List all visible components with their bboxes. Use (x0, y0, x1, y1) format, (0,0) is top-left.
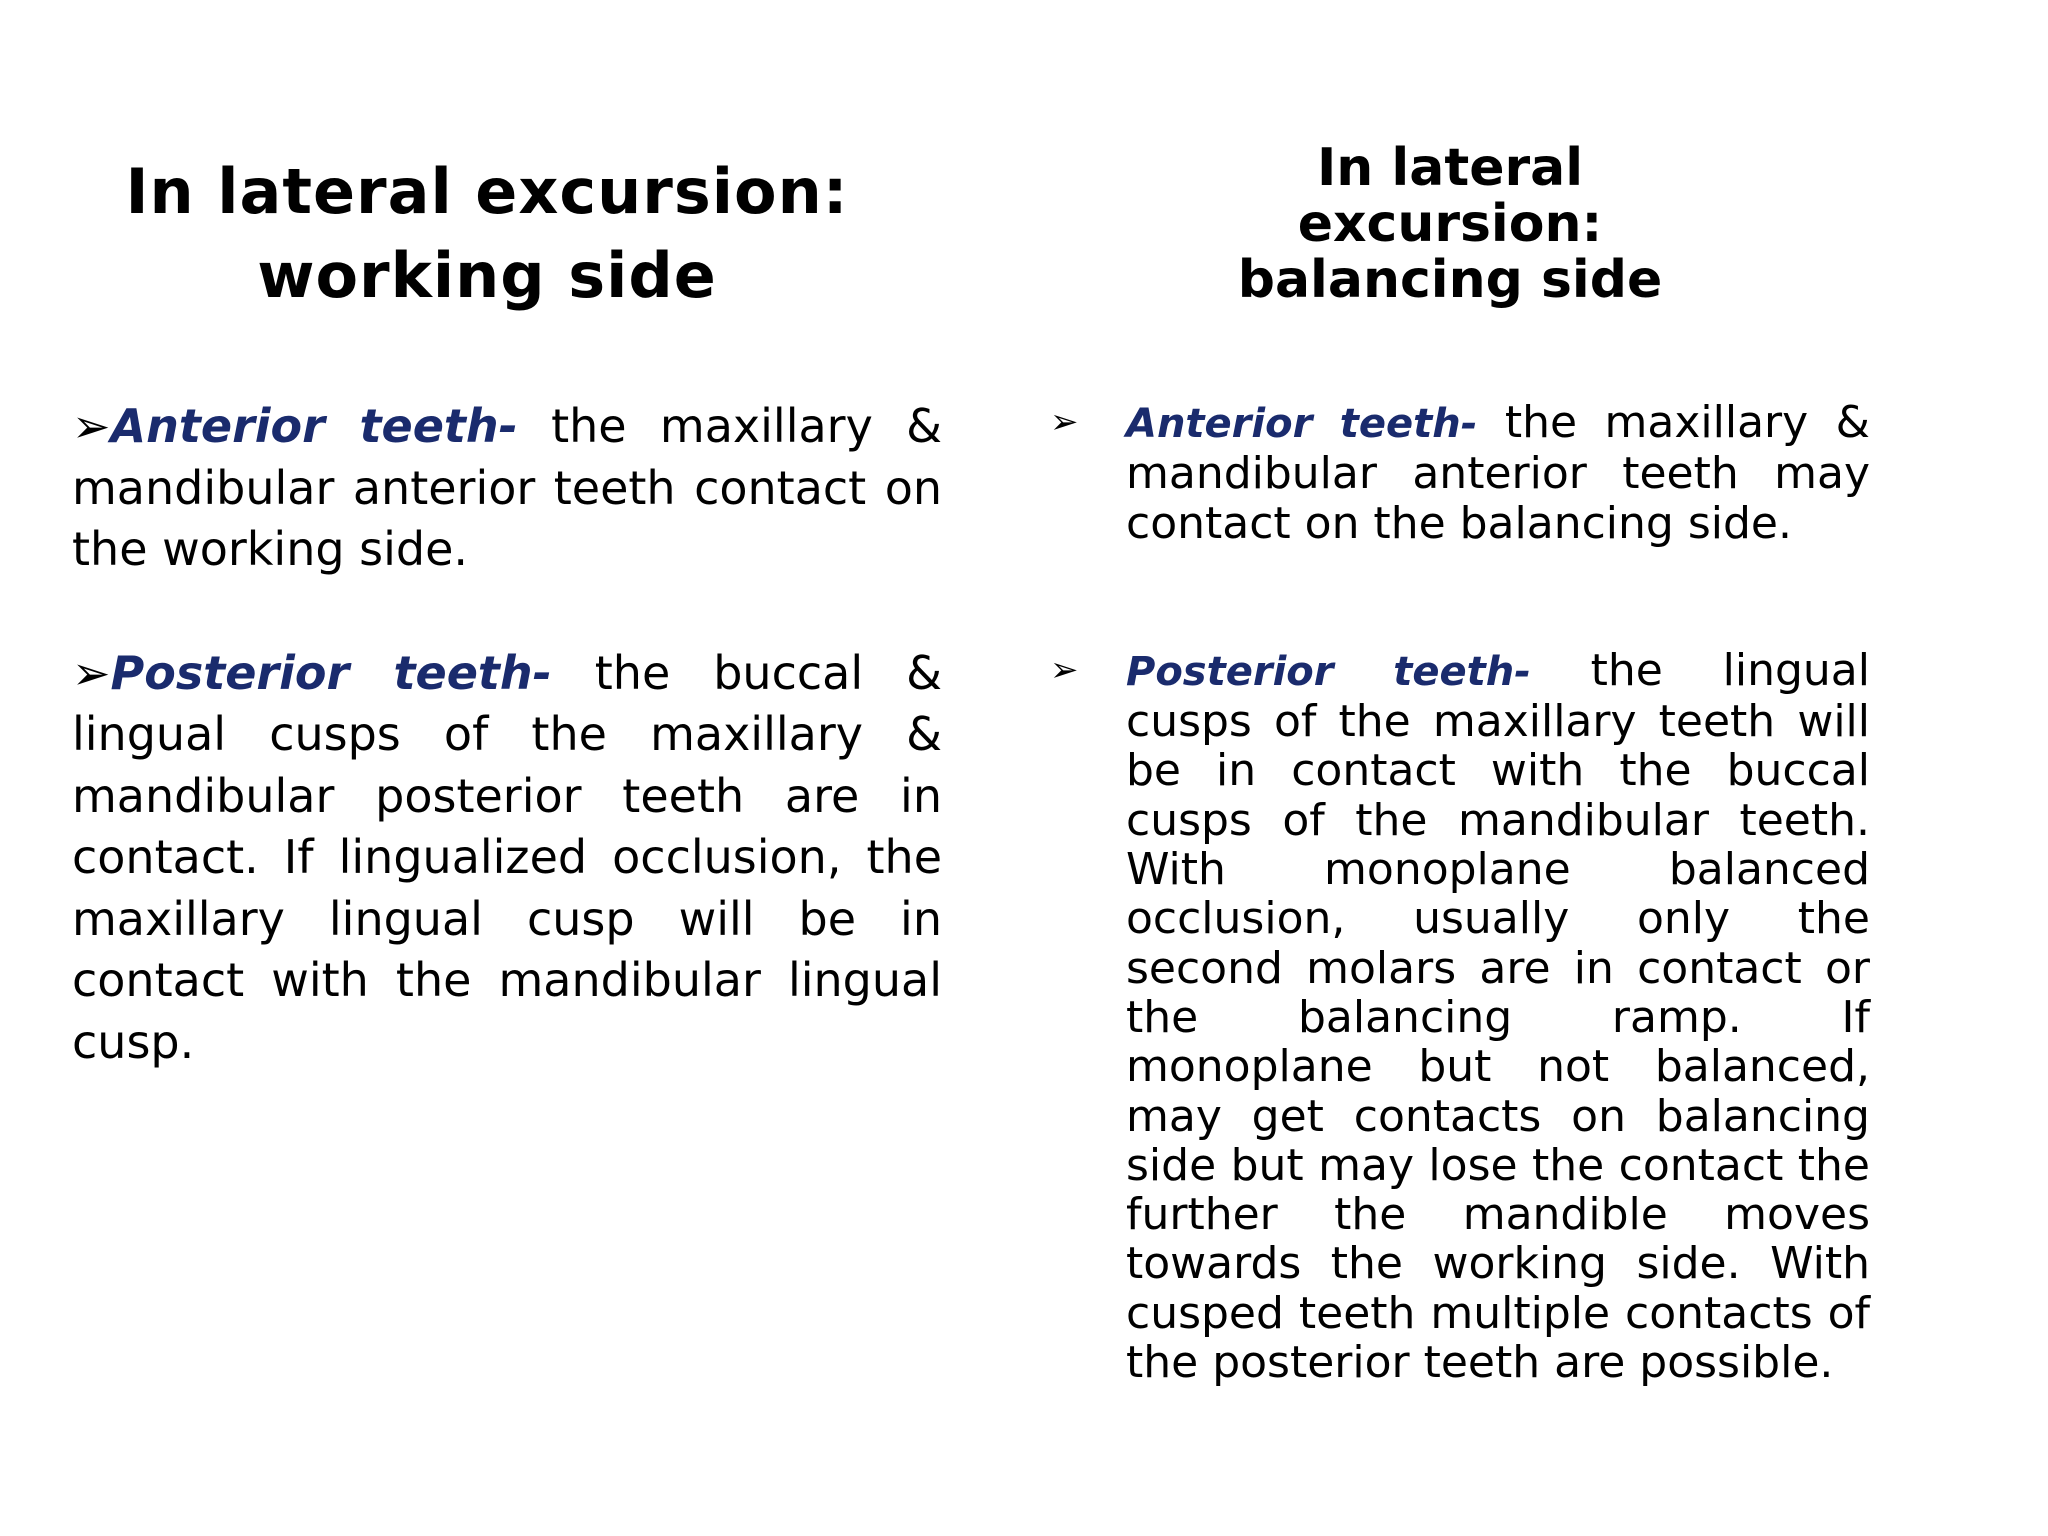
working-side-title-line1: In lateral excursion: (125, 155, 849, 228)
balancing-posterior-text: the lingual cusps of the maxillary teeth will be in contact with the buccal cusps of the mandibular teeth. With monoplane balanced occlusion, usually only the second molars are in contact or the balancing ramp. If monoplane but not balanced, may get contacts on balancing side but may lose the contact the further the mandible moves towards the working side. With cusped teeth multiple contacts of the posterior teeth are possible. (1126, 644, 1870, 1389)
balancing-side-title-line2: balancing side (1237, 250, 1663, 310)
balancing-bullets (1050, 398, 1870, 1387)
working-posterior-text: the buccal & lingual cusps of the maxillary & mandibular posterior teeth are in contact. If lingualized occlusion, the maxillary lingual cusp will be in contact with the mandibular lingual cusp. (72, 645, 942, 1069)
balancing-anterior-text: the maxillary & mandibular anterior teeth may contact on the balancing side. (1126, 397, 1870, 549)
working-anterior-lead: Anterior teeth- (110, 399, 518, 453)
balancing-side-title (1170, 140, 1730, 308)
balancing-side-title-line1: In lateral excursion: (1297, 138, 1603, 254)
balancing-anterior-bullet (1050, 398, 1870, 548)
balancing-posterior-bullet (1050, 646, 1870, 1387)
arrow-bullet-icon: ➢ (1050, 649, 1079, 690)
working-side-column (72, 150, 942, 1073)
balancing-anterior-lead: Anterior teeth- (1126, 401, 1478, 447)
working-side-title-line2: working side (257, 239, 717, 312)
working-anterior-bullet (72, 396, 942, 581)
working-posterior-bullet (72, 643, 942, 1074)
arrow-bullet-icon: ➢ (72, 645, 111, 700)
arrow-bullet-icon: ➢ (1050, 402, 1079, 442)
balancing-side-column (1050, 140, 1870, 1387)
working-side-title (72, 150, 942, 318)
arrow-bullet-icon: ➢ (72, 399, 111, 453)
working-anterior-text: the maxillary & mandibular anterior teeth contact on the working side. (72, 399, 942, 576)
balancing-posterior-lead: Posterior teeth- (1126, 648, 1531, 695)
working-posterior-lead: Posterior teeth- (110, 645, 552, 700)
